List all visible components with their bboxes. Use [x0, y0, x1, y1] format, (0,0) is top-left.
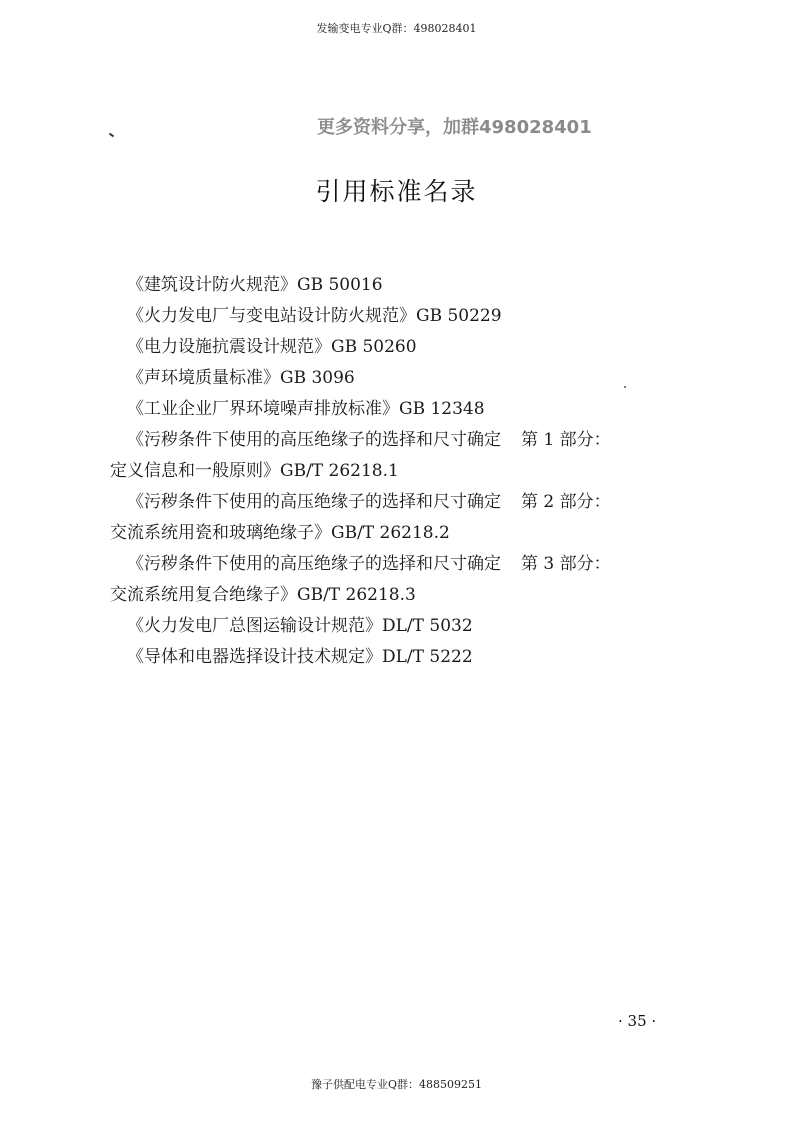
- watermark-text: 更多资料分享，加群498028401: [317, 117, 592, 138]
- header-group-note: 发输变电专业Q群：498028401: [316, 22, 477, 35]
- reference-item: 《火力发电厂总图运输设计规范》DL/T 5032: [127, 616, 473, 636]
- page-title: 引用标准名录: [315, 177, 478, 206]
- reference-item-line1: [110, 549, 690, 580]
- reference-item-line2: 交流系统用复合绝缘子》GB/T 26218.3: [110, 585, 416, 605]
- reference-item-line2: 定义信息和一般原则》GB/T 26218.1: [110, 461, 399, 481]
- reference-title-start: 《污秽条件下使用的高压绝缘子的选择和尺寸确定: [127, 554, 501, 574]
- reference-part-label: 第 1 部分：: [521, 430, 611, 450]
- scan-speck: [624, 386, 626, 388]
- reference-title-start: 《污秽条件下使用的高压绝缘子的选择和尺寸确定: [127, 430, 501, 450]
- reference-item-line1: [110, 487, 690, 518]
- footer-group-note: 豫子供配电专业Q群：488509251: [310, 1078, 482, 1091]
- scan-mark: [109, 133, 114, 138]
- reference-part-label: 第 3 部分：: [521, 554, 611, 574]
- reference-item: 《导体和电器选择设计技术规定》DL/T 5222: [127, 647, 473, 667]
- reference-item: 《建筑设计防火规范》GB 50016: [127, 275, 383, 295]
- page-number: · 35 ·: [618, 1012, 657, 1030]
- reference-item: 《工业企业厂界环境噪声排放标准》GB 12348: [127, 399, 485, 419]
- reference-list: [110, 270, 690, 673]
- reference-item-line1: [110, 425, 690, 456]
- reference-part-label: 第 2 部分：: [521, 492, 611, 512]
- reference-item-line2: 交流系统用瓷和玻璃绝缘子》GB/T 26218.2: [110, 523, 450, 543]
- reference-item: 《声环境质量标准》GB 3096: [127, 368, 355, 388]
- reference-item: 《火力发电厂与变电站设计防火规范》GB 50229: [127, 306, 502, 326]
- reference-item: 《电力设施抗震设计规范》GB 50260: [127, 337, 417, 357]
- reference-title-start: 《污秽条件下使用的高压绝缘子的选择和尺寸确定: [127, 492, 501, 512]
